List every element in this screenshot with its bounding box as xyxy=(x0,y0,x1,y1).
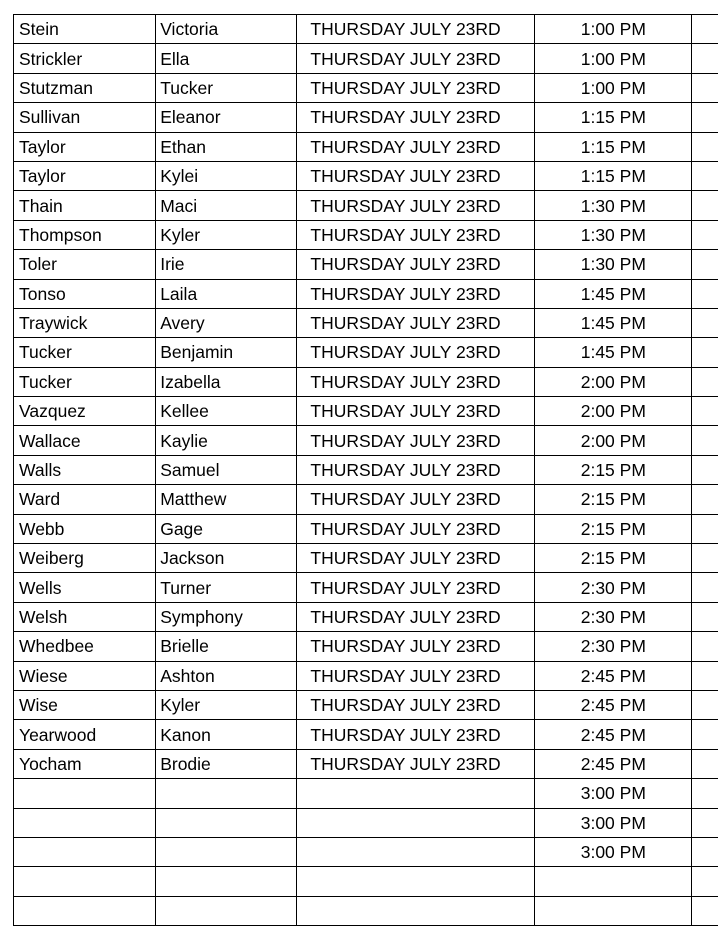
schedule-table xyxy=(13,14,718,926)
time-cell[interactable]: 1:15 PM xyxy=(535,132,692,161)
date-cell[interactable]: THURSDAY JULY 23RD xyxy=(297,602,535,631)
date-cell[interactable]: THURSDAY JULY 23RD xyxy=(297,661,535,690)
table-row xyxy=(14,220,718,249)
date-cell[interactable] xyxy=(297,779,535,808)
table-row xyxy=(14,191,718,220)
empty-cell[interactable] xyxy=(692,808,718,837)
date-cell[interactable]: THURSDAY JULY 23RD xyxy=(297,44,535,73)
date-cell[interactable]: THURSDAY JULY 23RD xyxy=(297,338,535,367)
empty-cell[interactable] xyxy=(692,749,718,778)
last-name-cell[interactable] xyxy=(14,837,156,866)
time-cell[interactable]: 1:30 PM xyxy=(535,191,692,220)
last-name-cell[interactable]: Taylor xyxy=(14,132,156,161)
date-cell[interactable]: THURSDAY JULY 23RD xyxy=(297,397,535,426)
empty-cell[interactable] xyxy=(692,279,718,308)
last-name-cell[interactable] xyxy=(14,779,156,808)
empty-cell[interactable] xyxy=(692,397,718,426)
first-name-cell[interactable]: Victoria xyxy=(156,15,297,44)
time-cell[interactable]: 1:00 PM xyxy=(535,73,692,102)
date-cell[interactable]: THURSDAY JULY 23RD xyxy=(297,161,535,190)
date-cell[interactable]: THURSDAY JULY 23RD xyxy=(297,15,535,44)
time-cell[interactable]: 2:45 PM xyxy=(535,749,692,778)
time-cell[interactable]: 2:30 PM xyxy=(535,573,692,602)
time-cell[interactable]: 2:00 PM xyxy=(535,426,692,455)
empty-cell[interactable] xyxy=(692,44,718,73)
table-row xyxy=(14,15,718,44)
date-cell[interactable]: THURSDAY JULY 23RD xyxy=(297,279,535,308)
time-cell[interactable]: 1:30 PM xyxy=(535,220,692,249)
last-name-cell[interactable] xyxy=(14,808,156,837)
table-row xyxy=(14,720,718,749)
empty-cell[interactable] xyxy=(692,367,718,396)
empty-cell[interactable] xyxy=(692,191,718,220)
first-name-cell[interactable]: Kyler xyxy=(156,690,297,719)
table-row xyxy=(14,661,718,690)
time-cell[interactable] xyxy=(535,896,692,925)
last-name-cell[interactable]: Weiberg xyxy=(14,544,156,573)
table-row xyxy=(14,73,718,102)
table-row xyxy=(14,279,718,308)
empty-cell[interactable] xyxy=(692,161,718,190)
date-cell[interactable]: THURSDAY JULY 23RD xyxy=(297,426,535,455)
date-cell[interactable]: THURSDAY JULY 23RD xyxy=(297,485,535,514)
empty-cell[interactable] xyxy=(692,455,718,484)
empty-cell[interactable] xyxy=(692,661,718,690)
last-name-cell[interactable]: Strickler xyxy=(14,44,156,73)
last-name-cell[interactable]: Wallace xyxy=(14,426,156,455)
time-cell[interactable] xyxy=(535,867,692,896)
table-row xyxy=(14,338,718,367)
last-name-cell[interactable]: Tucker xyxy=(14,367,156,396)
date-cell[interactable]: THURSDAY JULY 23RD xyxy=(297,720,535,749)
first-name-cell[interactable]: Eleanor xyxy=(156,103,297,132)
first-name-cell[interactable]: Maci xyxy=(156,191,297,220)
table-row xyxy=(14,690,718,719)
empty-cell[interactable] xyxy=(692,544,718,573)
empty-cell[interactable] xyxy=(692,15,718,44)
time-cell[interactable]: 2:45 PM xyxy=(535,690,692,719)
time-cell[interactable]: 1:15 PM xyxy=(535,103,692,132)
last-name-cell[interactable]: Yocham xyxy=(14,749,156,778)
time-cell[interactable]: 1:00 PM xyxy=(535,44,692,73)
time-cell[interactable]: 2:30 PM xyxy=(535,602,692,631)
first-name-cell[interactable]: Kyler xyxy=(156,220,297,249)
first-name-cell[interactable]: Ella xyxy=(156,44,297,73)
first-name-cell[interactable]: Tucker xyxy=(156,73,297,102)
last-name-cell[interactable]: Wells xyxy=(14,573,156,602)
last-name-cell[interactable]: Thain xyxy=(14,191,156,220)
empty-cell[interactable] xyxy=(692,573,718,602)
last-name-cell[interactable]: Yearwood xyxy=(14,720,156,749)
time-cell[interactable]: 1:00 PM xyxy=(535,15,692,44)
date-cell[interactable]: THURSDAY JULY 23RD xyxy=(297,220,535,249)
last-name-cell[interactable]: Tonso xyxy=(14,279,156,308)
time-cell[interactable]: 2:45 PM xyxy=(535,720,692,749)
date-cell[interactable]: THURSDAY JULY 23RD xyxy=(297,544,535,573)
time-cell[interactable]: 2:15 PM xyxy=(535,485,692,514)
time-cell[interactable]: 2:30 PM xyxy=(535,632,692,661)
empty-cell[interactable] xyxy=(692,103,718,132)
date-cell[interactable]: THURSDAY JULY 23RD xyxy=(297,455,535,484)
first-name-cell[interactable]: Brodie xyxy=(156,749,297,778)
time-cell[interactable]: 2:15 PM xyxy=(535,455,692,484)
table-row xyxy=(14,602,718,631)
empty-cell[interactable] xyxy=(692,73,718,102)
table-row xyxy=(14,485,718,514)
date-cell[interactable]: THURSDAY JULY 23RD xyxy=(297,690,535,719)
date-cell[interactable]: THURSDAY JULY 23RD xyxy=(297,632,535,661)
date-cell[interactable]: THURSDAY JULY 23RD xyxy=(297,308,535,337)
first-name-cell[interactable]: Ashton xyxy=(156,661,297,690)
first-name-cell[interactable]: Symphony xyxy=(156,602,297,631)
empty-cell[interactable] xyxy=(692,250,718,279)
last-name-cell[interactable]: Stein xyxy=(14,15,156,44)
time-cell[interactable]: 2:45 PM xyxy=(535,661,692,690)
time-cell[interactable]: 1:45 PM xyxy=(535,308,692,337)
table-row xyxy=(14,749,718,778)
empty-cell[interactable] xyxy=(692,308,718,337)
empty-cell[interactable] xyxy=(692,837,718,866)
table-row xyxy=(14,896,718,925)
last-name-cell[interactable]: Taylor xyxy=(14,161,156,190)
table-row xyxy=(14,544,718,573)
first-name-cell[interactable]: Jackson xyxy=(156,544,297,573)
first-name-cell[interactable]: Avery xyxy=(156,308,297,337)
first-name-cell[interactable]: Kylei xyxy=(156,161,297,190)
date-cell[interactable]: THURSDAY JULY 23RD xyxy=(297,250,535,279)
first-name-cell[interactable]: Kaylie xyxy=(156,426,297,455)
last-name-cell[interactable]: Ward xyxy=(14,485,156,514)
last-name-cell[interactable]: Wise xyxy=(14,690,156,719)
table-row xyxy=(14,426,718,455)
first-name-cell[interactable] xyxy=(156,896,297,925)
first-name-cell[interactable] xyxy=(156,808,297,837)
table-row xyxy=(14,161,718,190)
last-name-cell[interactable]: Tucker xyxy=(14,338,156,367)
time-cell[interactable]: 2:00 PM xyxy=(535,397,692,426)
first-name-cell[interactable]: Gage xyxy=(156,514,297,543)
first-name-cell[interactable]: Kanon xyxy=(156,720,297,749)
time-cell[interactable]: 2:15 PM xyxy=(535,544,692,573)
first-name-cell[interactable]: Brielle xyxy=(156,632,297,661)
last-name-cell[interactable]: Stutzman xyxy=(14,73,156,102)
empty-cell[interactable] xyxy=(692,514,718,543)
last-name-cell[interactable]: Vazquez xyxy=(14,397,156,426)
first-name-cell[interactable]: Samuel xyxy=(156,455,297,484)
last-name-cell[interactable]: Walls xyxy=(14,455,156,484)
table-row xyxy=(14,573,718,602)
empty-cell[interactable] xyxy=(692,720,718,749)
first-name-cell[interactable]: Izabella xyxy=(156,367,297,396)
table-row xyxy=(14,867,718,896)
empty-cell[interactable] xyxy=(692,132,718,161)
date-cell[interactable]: THURSDAY JULY 23RD xyxy=(297,514,535,543)
empty-cell[interactable] xyxy=(692,485,718,514)
date-cell[interactable] xyxy=(297,896,535,925)
table-row xyxy=(14,367,718,396)
date-cell[interactable]: THURSDAY JULY 23RD xyxy=(297,132,535,161)
table-row xyxy=(14,514,718,543)
time-cell[interactable]: 1:15 PM xyxy=(535,161,692,190)
table-row xyxy=(14,397,718,426)
last-name-cell[interactable]: Sullivan xyxy=(14,103,156,132)
schedule-rows xyxy=(14,15,718,926)
first-name-cell[interactable]: Benjamin xyxy=(156,338,297,367)
empty-cell[interactable] xyxy=(692,896,718,925)
table-row xyxy=(14,779,718,808)
date-cell[interactable] xyxy=(297,808,535,837)
date-cell[interactable]: THURSDAY JULY 23RD xyxy=(297,73,535,102)
last-name-cell[interactable] xyxy=(14,867,156,896)
date-cell[interactable]: THURSDAY JULY 23RD xyxy=(297,573,535,602)
empty-cell[interactable] xyxy=(692,867,718,896)
table-row xyxy=(14,808,718,837)
empty-cell[interactable] xyxy=(692,602,718,631)
date-cell[interactable]: THURSDAY JULY 23RD xyxy=(297,367,535,396)
time-cell[interactable]: 3:00 PM xyxy=(535,808,692,837)
table-row xyxy=(14,250,718,279)
empty-cell[interactable] xyxy=(692,632,718,661)
last-name-cell[interactable]: Toler xyxy=(14,250,156,279)
time-cell[interactable]: 2:00 PM xyxy=(535,367,692,396)
last-name-cell[interactable]: Thompson xyxy=(14,220,156,249)
first-name-cell[interactable]: Turner xyxy=(156,573,297,602)
empty-cell[interactable] xyxy=(692,779,718,808)
first-name-cell[interactable] xyxy=(156,867,297,896)
first-name-cell[interactable]: Ethan xyxy=(156,132,297,161)
last-name-cell[interactable]: Welsh xyxy=(14,602,156,631)
table-row xyxy=(14,132,718,161)
empty-cell[interactable] xyxy=(692,690,718,719)
time-cell[interactable]: 1:30 PM xyxy=(535,250,692,279)
empty-cell[interactable] xyxy=(692,338,718,367)
table-row xyxy=(14,308,718,337)
first-name-cell[interactable] xyxy=(156,837,297,866)
time-cell[interactable]: 2:15 PM xyxy=(535,514,692,543)
empty-cell[interactable] xyxy=(692,220,718,249)
first-name-cell[interactable]: Laila xyxy=(156,279,297,308)
table-row xyxy=(14,455,718,484)
date-cell[interactable]: THURSDAY JULY 23RD xyxy=(297,191,535,220)
last-name-cell[interactable]: Traywick xyxy=(14,308,156,337)
time-cell[interactable]: 1:45 PM xyxy=(535,338,692,367)
table-row xyxy=(14,44,718,73)
time-cell[interactable]: 1:45 PM xyxy=(535,279,692,308)
table-row xyxy=(14,632,718,661)
empty-cell[interactable] xyxy=(692,426,718,455)
table-row xyxy=(14,837,718,866)
last-name-cell[interactable]: Whedbee xyxy=(14,632,156,661)
last-name-cell[interactable] xyxy=(14,896,156,925)
first-name-cell[interactable]: Irie xyxy=(156,250,297,279)
first-name-cell[interactable] xyxy=(156,779,297,808)
first-name-cell[interactable]: Matthew xyxy=(156,485,297,514)
time-cell[interactable]: 3:00 PM xyxy=(535,837,692,866)
date-cell[interactable]: THURSDAY JULY 23RD xyxy=(297,749,535,778)
time-cell[interactable]: 3:00 PM xyxy=(535,779,692,808)
last-name-cell[interactable]: Wiese xyxy=(14,661,156,690)
table-row xyxy=(14,103,718,132)
date-cell[interactable] xyxy=(297,867,535,896)
first-name-cell[interactable]: Kellee xyxy=(156,397,297,426)
last-name-cell[interactable]: Webb xyxy=(14,514,156,543)
date-cell[interactable] xyxy=(297,837,535,866)
date-cell[interactable]: THURSDAY JULY 23RD xyxy=(297,103,535,132)
